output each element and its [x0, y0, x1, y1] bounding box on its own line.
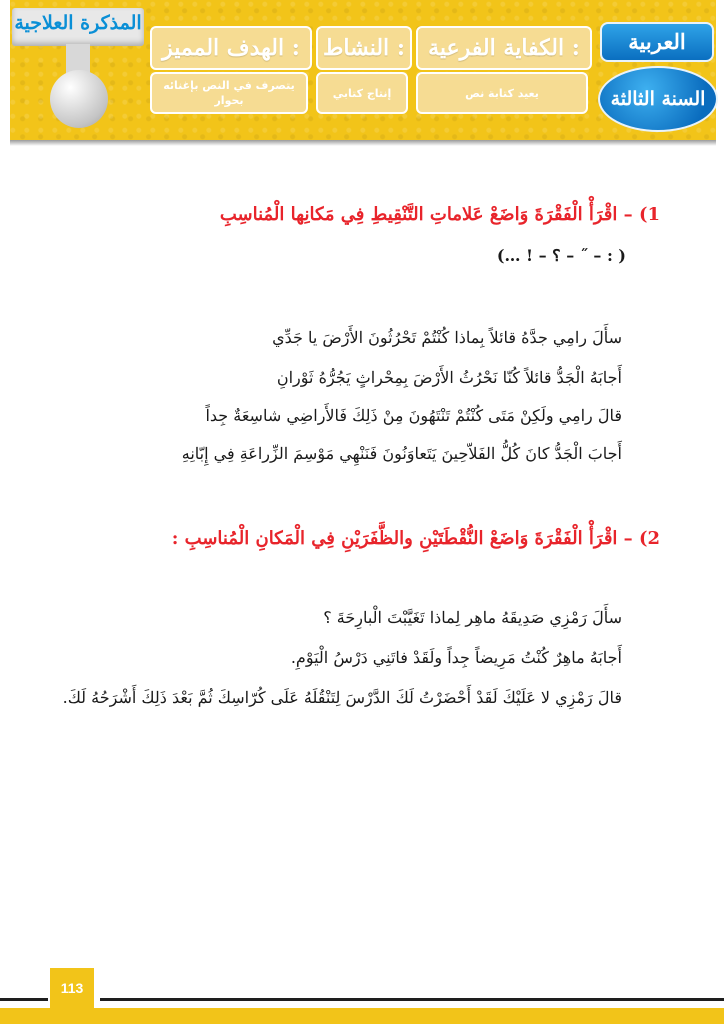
footer-rule-left [0, 998, 48, 1001]
objective-label: الهدف المميز : [150, 26, 312, 70]
objective-value: يتصرف في النص بإغنائه بحوار [150, 72, 308, 114]
paragraph-2-line: قالَ رَمْزِي لا عَلَيْكَ لَقَدْ أَحْضَرْتُ لَكَ الدَّرْسَ لِتَنْقُلَهُ عَلَى كُرّاسِكَ ثُمَّ بَعْدَ ذَلِكَ أَشْرَحُهُ لَكَ. [62, 688, 622, 707]
paragraph-1-line: أَجابَ الْجَدُّ كانَ كُلُّ الفَلاّحِينَ يَتَعاوَنُونَ فَنَنْهِي مَوْسِمَ الزِّراعَةِ فِي إِبّانِهِ [181, 444, 622, 463]
competency-label: الكفاية الفرعية : [416, 26, 592, 70]
banner-shadow [10, 140, 716, 146]
page-number: 113 [50, 968, 94, 1008]
activity-label: النشاط : [316, 26, 412, 70]
activity-value: إنتاج كتابي [316, 72, 408, 114]
corner-knob-icon [50, 70, 108, 128]
corner-title: المذكرة العلاجية [14, 12, 142, 34]
question-1-marks: ( : – ˝ – ؟ – ! …) [496, 246, 626, 265]
footer-bar [0, 1008, 724, 1024]
question-1-title: 1) – اقْرَأْ الْفَقْرَةَ وَاضَعْ عَلاماتِ التَّنْقِيطِ فِي مَكانِها الْمُناسِبِ [219, 204, 660, 225]
subject-badge: العربية [600, 22, 714, 62]
competency-value: يعيد كتابة نص [416, 72, 588, 114]
paragraph-1-line: سأَلَ رامِي جدَّهُ قائلاً بِماذا كُنْتُمْ تَحْرُثُونَ الأَرْضَ يا جَدِّي [272, 328, 622, 347]
question-2-title: 2) – اقْرَأْ الْفَقْرَةَ وَاضَعْ النُّقْطَتَيْنِ والظَّفَرَيْنِ فِي الْمَكانِ الْمُناسِبِ : [171, 528, 660, 549]
corner-badge [12, 0, 144, 128]
paragraph-2-line: أَجابَهُ ماهِرٌ كُنْتُ مَرِيضاً جِداً ولَقَدْ فاتَنِي دَرْسُ الْيَوْمِ. [290, 648, 622, 667]
footer-rule [100, 998, 724, 1001]
year-badge: السنة الثالثة [598, 66, 718, 132]
paragraph-1-line: قالَ رامِي ولَكِنْ مَتَى كُنْتُمْ تَنْتَهُونَ مِنْ ذَلِكَ فَالأَراضِي شاسِعَةٌ جِداً [205, 406, 622, 425]
paragraph-1-line: أَجابَهُ الْجَدُّ قائلاً كُنّا نَحْرُثُ الأَرْضَ بِمِحْراثٍ يَجُرُّهُ ثَوْرانِ [276, 368, 622, 387]
paragraph-2-line: سأَلَ رَمْزِي صَدِيقَهُ ماهِر لِماذا تَغَيَّبْتَ الْبارِحَةَ ؟ [323, 608, 622, 627]
